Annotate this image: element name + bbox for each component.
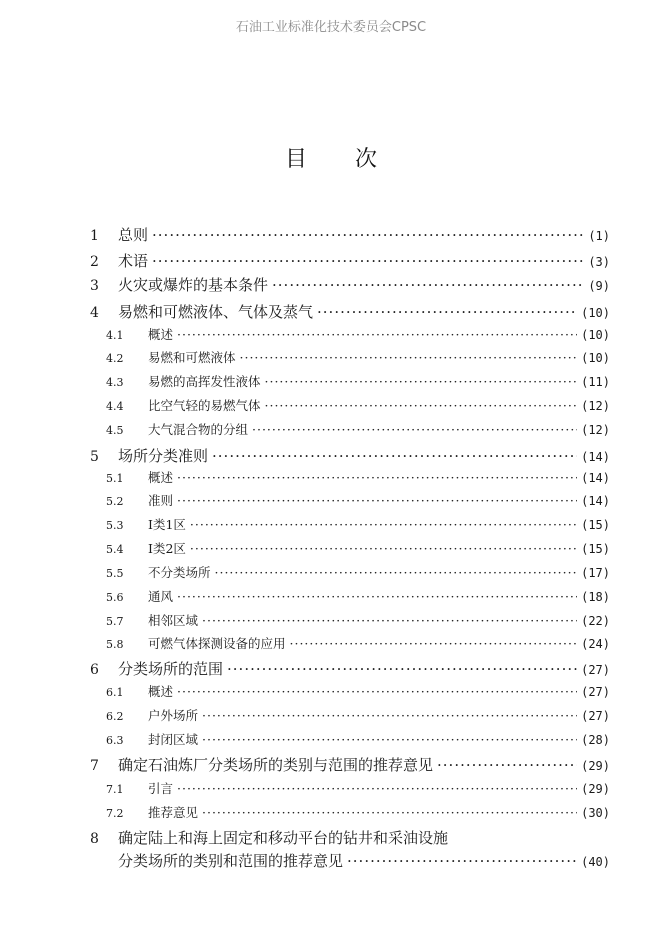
toc-entry-label: 火灾或爆炸的基本条件 <box>118 276 269 294</box>
toc-dot-leader <box>202 708 577 723</box>
toc-entry-number: 7 <box>90 758 99 774</box>
toc-entry-number: 5.8 <box>106 638 124 651</box>
toc-entry <box>106 539 610 557</box>
toc-entry-label: 引言 <box>148 781 174 796</box>
toc-entry-label: 准则 <box>148 493 174 508</box>
toc-entry-page: (11) <box>581 375 610 389</box>
toc-entry-page: (15) <box>581 542 610 556</box>
toc-entry-label: 不分类场所 <box>148 565 211 580</box>
toc-entry-page: (14) <box>581 471 610 485</box>
toc-entry-page: (3) <box>588 255 610 269</box>
toc-dot-leader <box>265 398 578 413</box>
toc-entry-label: 场所分类准则 <box>118 447 209 465</box>
toc-entry-label: 可燃气体探测设备的应用 <box>148 636 286 651</box>
toc-entry <box>106 491 610 509</box>
toc-entry-page: (29) <box>581 759 610 773</box>
toc-entry-page: (27) <box>581 685 610 699</box>
toc-entry <box>106 515 610 533</box>
toc-entry-number: 5.4 <box>106 543 124 556</box>
toc-dot-leader <box>290 636 578 651</box>
toc-entry-number: 7.2 <box>106 807 124 820</box>
toc-entry-page: (12) <box>581 423 610 437</box>
toc-dot-leader <box>317 303 577 321</box>
toc-entry-number: 5 <box>90 449 99 465</box>
toc-entry-page: (24) <box>581 637 610 651</box>
toc-dot-leader <box>437 756 577 774</box>
toc-entry-page: (30) <box>581 806 610 820</box>
toc-entry-label: 大气混合物的分组 <box>148 422 249 437</box>
toc-entry-label: 比空气轻的易燃气体 <box>148 398 261 413</box>
toc-entry <box>106 372 610 390</box>
toc-entry-page: (12) <box>581 399 610 413</box>
toc-entry-number: 7.1 <box>106 783 124 796</box>
toc-dot-leader <box>227 660 577 678</box>
toc-entry-page: (22) <box>581 614 610 628</box>
toc-dot-leader <box>215 565 578 580</box>
toc-entry <box>90 445 610 466</box>
toc-entry-label: 分类场所的范围 <box>118 660 224 678</box>
toc-entry-number: 5.3 <box>106 519 124 532</box>
toc-entry <box>106 706 610 724</box>
toc-dot-leader <box>177 781 577 796</box>
toc-entry-number: 4.5 <box>106 424 124 437</box>
toc-entry-page: (10) <box>581 306 610 320</box>
toc-dot-leader <box>212 447 577 465</box>
toc-entry-label: 户外场所 <box>148 708 199 723</box>
toc-dot-leader <box>190 517 577 532</box>
toc-dot-leader <box>265 374 578 389</box>
toc-entry-label: 易燃和可燃液体 <box>148 350 236 365</box>
toc-entry-label: 概述 <box>148 327 174 342</box>
toc-entry-page: (29) <box>581 782 610 796</box>
toc-entry-label: 概述 <box>148 470 174 485</box>
toc-entry-number: 4 <box>90 305 99 321</box>
toc-entry-label: Ⅰ类2区 <box>148 541 186 556</box>
toc-dot-leader <box>177 493 577 508</box>
toc-entry-number: 2 <box>90 254 99 270</box>
toc-dot-leader <box>177 589 577 604</box>
toc-entry <box>106 730 610 748</box>
toc-entry-number: 6.3 <box>106 734 124 747</box>
toc-dot-leader <box>190 541 577 556</box>
toc-entry <box>106 420 610 438</box>
toc-entry-label: 确定陆上和海上固定和移动平台的钻井和采油设施 <box>118 829 449 847</box>
toc-entry <box>106 563 610 581</box>
toc-entry-label: 推荐意见 <box>148 805 199 820</box>
toc-dot-leader <box>202 805 577 820</box>
toc-entry <box>106 682 610 700</box>
toc-entry-page: (10) <box>581 351 610 365</box>
toc-entry <box>90 827 610 848</box>
toc-dot-leader <box>152 226 584 244</box>
toc-dot-leader <box>152 252 584 270</box>
toc-entry-page: (15) <box>581 518 610 532</box>
page-title: 目次 <box>284 147 425 172</box>
toc-dot-leader <box>177 327 577 342</box>
watermark-header: 石油工业标准化技术委员会CPSC <box>235 20 427 35</box>
toc-entry-label: Ⅰ类1区 <box>148 517 186 532</box>
toc-dot-leader <box>202 732 577 747</box>
toc-entry-label: 易燃的高挥发性液体 <box>148 374 261 389</box>
toc-entry-number: 5.5 <box>106 567 124 580</box>
toc-entry <box>118 850 610 871</box>
toc-entry-number: 8 <box>90 831 99 847</box>
toc-dot-leader <box>252 422 577 437</box>
toc-entry-number: 1 <box>90 228 99 244</box>
toc-entry <box>106 325 610 343</box>
toc-entry-page: (9) <box>588 279 610 293</box>
toc-entry-label: 术语 <box>118 252 149 270</box>
toc-entry-page: (14) <box>581 450 610 464</box>
toc-dot-leader <box>347 852 577 870</box>
toc-entry <box>106 803 610 821</box>
toc-entry-number: 5.1 <box>106 472 124 485</box>
toc-entry-label: 封闭区域 <box>148 732 199 747</box>
toc-entry-label: 确定石油炼厂分类场所的类别与范围的推荐意见 <box>118 756 434 774</box>
toc-entry-number: 5.6 <box>106 591 124 604</box>
toc-entry-page: (27) <box>581 709 610 723</box>
toc-entry-number: 6.1 <box>106 686 124 699</box>
toc-entry <box>90 224 610 245</box>
toc-entry <box>90 754 610 775</box>
toc-dot-leader <box>177 470 577 485</box>
toc-entry <box>90 658 610 679</box>
toc-entry-page: (18) <box>581 590 610 604</box>
toc-entry <box>106 396 610 414</box>
toc-entry-label: 概述 <box>148 684 174 699</box>
toc-entry <box>106 611 610 629</box>
toc-entry-label: 相邻区域 <box>148 613 199 628</box>
toc-entry <box>106 634 610 652</box>
toc-entry-number: 6.2 <box>106 710 124 723</box>
toc-entry-number: 4.4 <box>106 400 124 413</box>
toc-entry-page: (17) <box>581 566 610 580</box>
toc-entry-label: 总则 <box>118 226 149 244</box>
toc-entry-number: 4.2 <box>106 352 124 365</box>
toc-entry <box>106 587 610 605</box>
toc-entry-label: 易燃和可燃液体、气体及蒸气 <box>118 303 314 321</box>
toc-entry-label: 分类场所的类别和范围的推荐意见 <box>118 852 344 870</box>
toc-entry <box>106 779 610 797</box>
toc-entry-page: (1) <box>588 229 610 243</box>
toc-entry <box>90 274 610 295</box>
toc-dot-leader <box>202 613 577 628</box>
toc-entry <box>106 468 610 486</box>
toc-entry-page: (14) <box>581 494 610 508</box>
toc-entry-label: 通风 <box>148 589 174 604</box>
toc-entry-number: 4.3 <box>106 376 124 389</box>
toc-entry <box>106 348 610 366</box>
toc-entry <box>90 301 610 322</box>
toc-entry-number: 5.2 <box>106 495 124 508</box>
toc-entry-number: 4.1 <box>106 329 124 342</box>
toc-entry-page: (40) <box>581 855 610 869</box>
toc-entry-number: 6 <box>90 662 99 678</box>
toc-entry-number: 5.7 <box>106 615 124 628</box>
toc-entry-page: (10) <box>581 328 610 342</box>
toc-entry-page: (28) <box>581 733 610 747</box>
toc-entry-number: 3 <box>90 278 99 294</box>
toc-dot-leader <box>177 684 577 699</box>
toc-dot-leader <box>272 276 584 294</box>
toc-entry-page: (27) <box>581 663 610 677</box>
toc-dot-leader <box>240 350 578 365</box>
toc-entry <box>90 250 610 271</box>
